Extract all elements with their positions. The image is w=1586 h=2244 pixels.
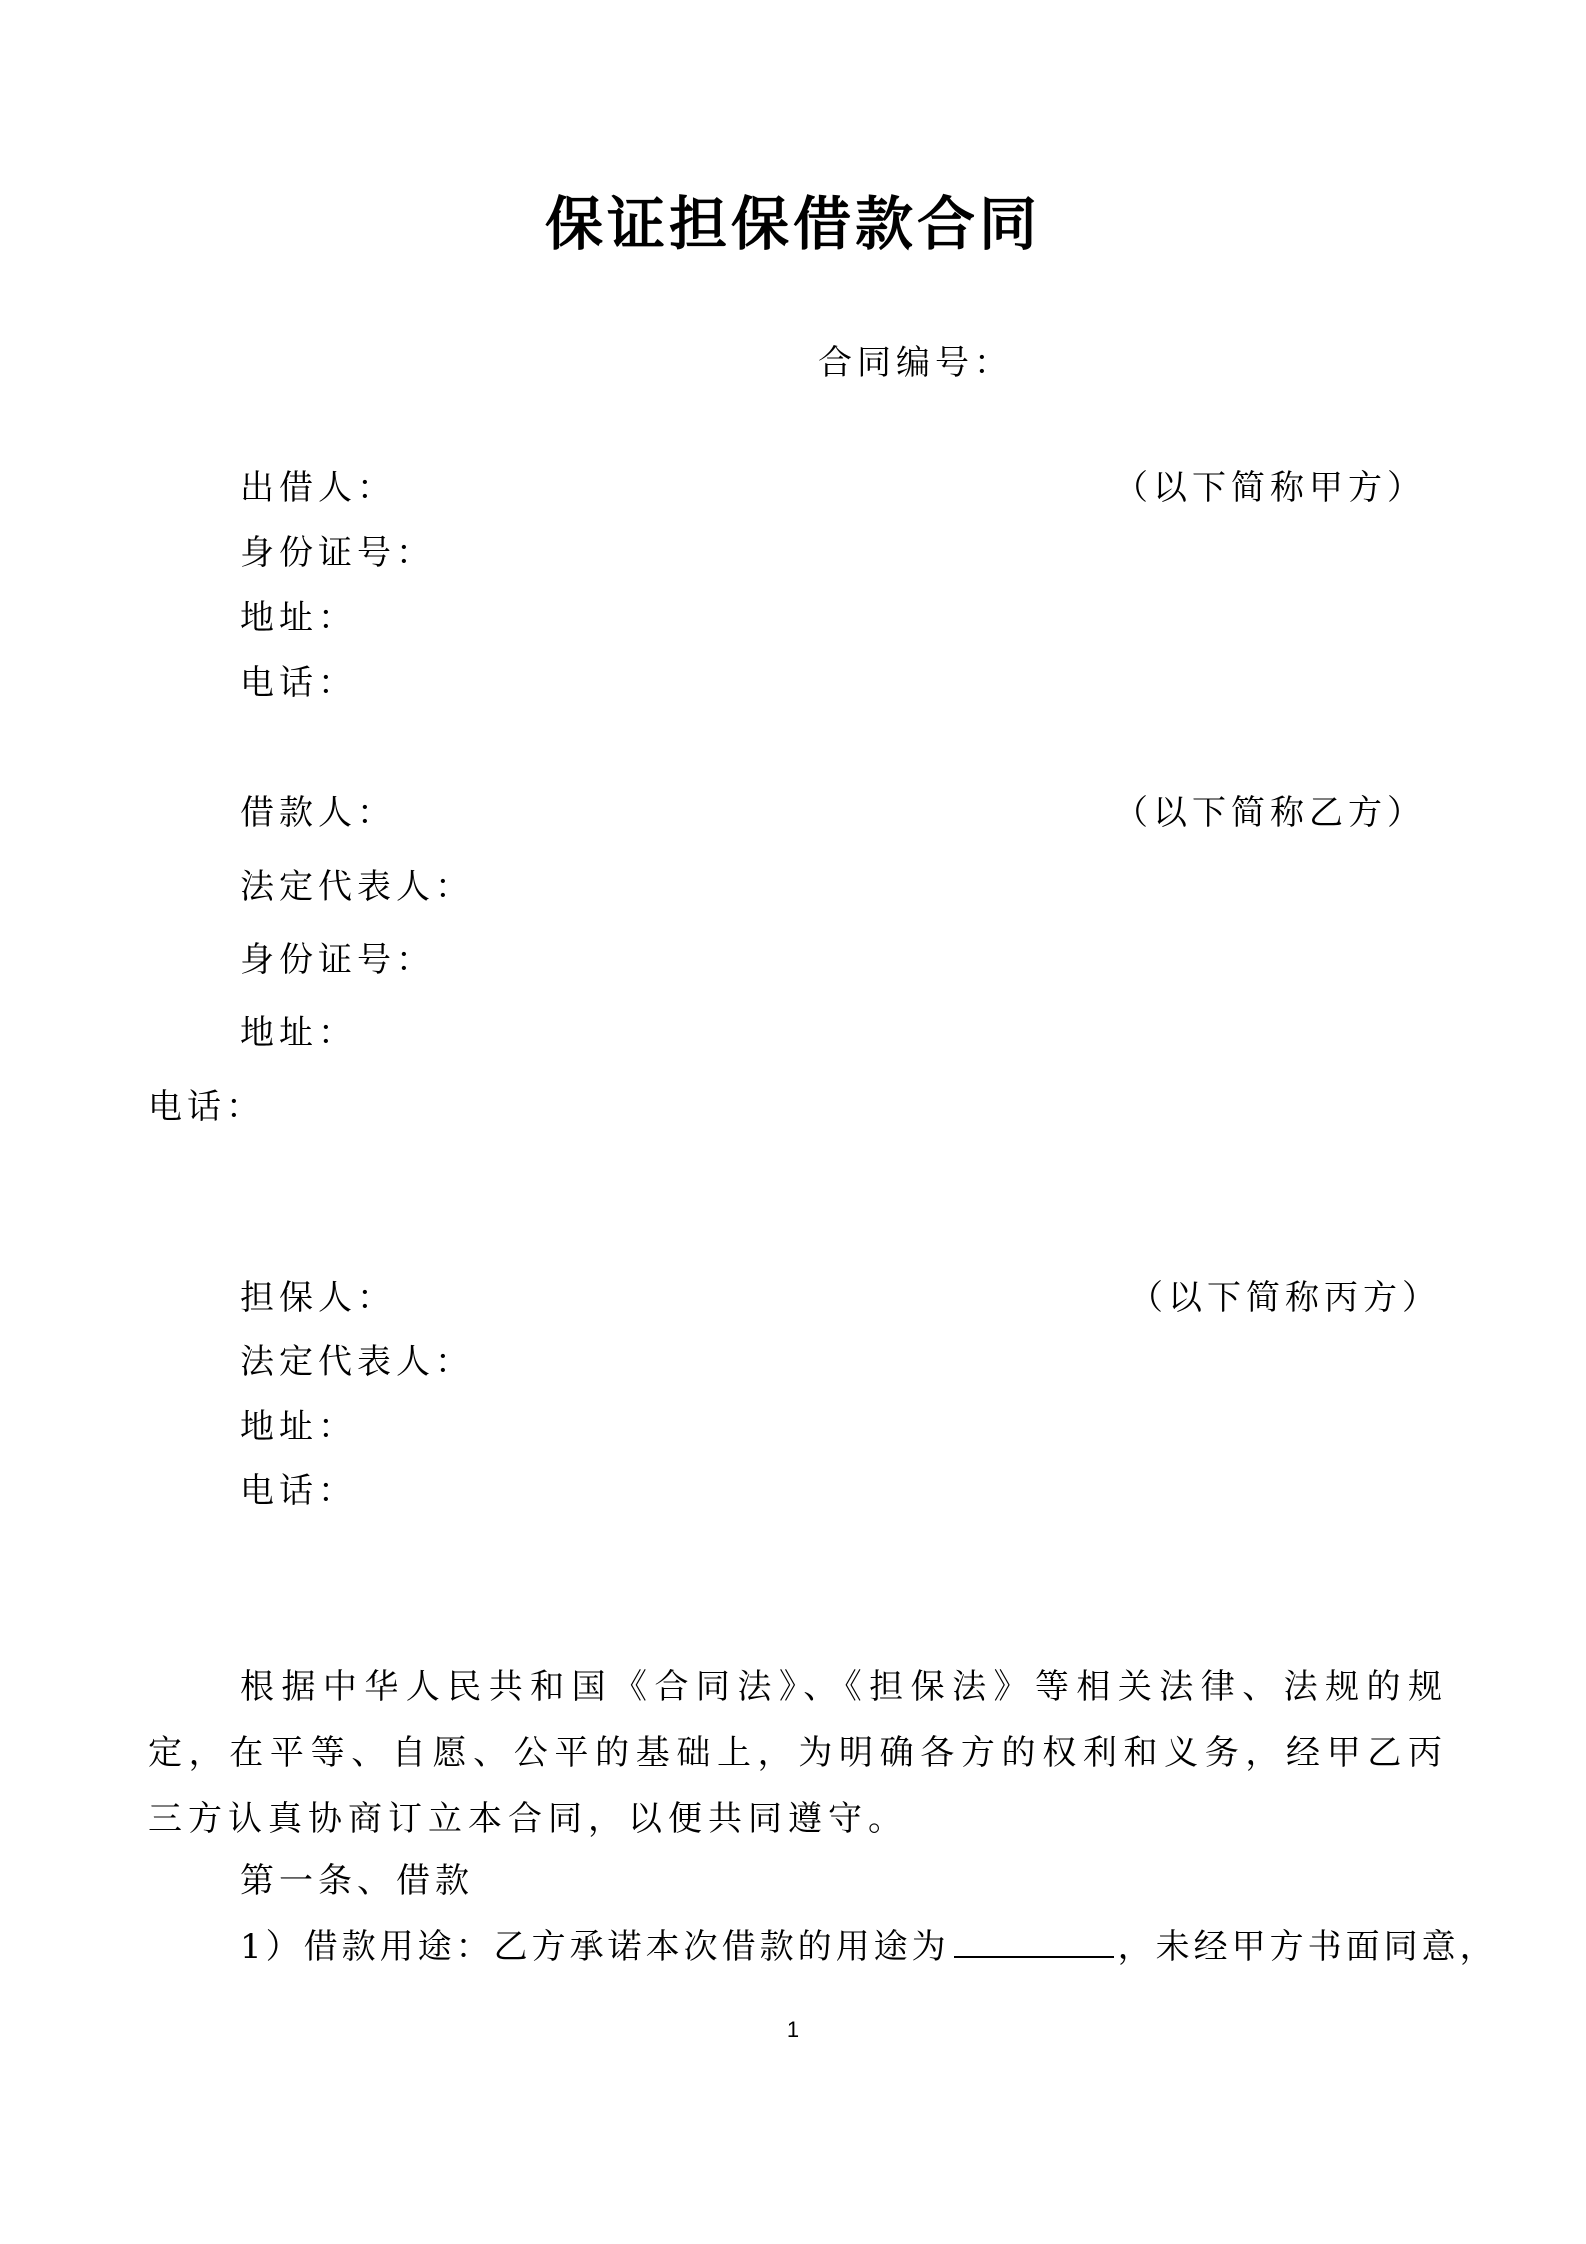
lender-alias: （以下简称甲方）	[1114, 468, 1426, 508]
clause-1-1-prefix: 1）借款用途：乙方承诺本次借款的用途为	[240, 1927, 950, 1967]
purpose-blank-line	[954, 1922, 1114, 1958]
lender-phone-label: 电话：	[240, 663, 357, 703]
document-title: 保证担保借款合同	[544, 190, 1041, 258]
lender-address-label: 地址：	[240, 598, 357, 638]
borrower-alias: （以下简称乙方）	[1114, 793, 1426, 833]
preamble-paragraph: 根据中华人民共和国《合同法》、《担保法》等相关法律、法规的规定，在平等、自愿、公平的基础上，为明确各方的权利和义务，经甲乙丙三方认真协商订立本合同，以便共同遵守。	[148, 1667, 1448, 1839]
borrower-legal-rep-label: 法定代表人：	[240, 867, 474, 907]
guarantor-address-label: 地址：	[240, 1407, 357, 1447]
lender-name-label: 出借人：	[240, 468, 396, 508]
clause-1-1	[240, 1922, 1498, 1972]
page-number: 1	[786, 2017, 800, 2042]
borrower-name-label: 借款人：	[240, 793, 396, 833]
guarantor-phone-label: 电话：	[240, 1471, 357, 1511]
article-1-heading: 第一条、借款	[240, 1861, 474, 1901]
guarantor-name-label: 担保人：	[240, 1278, 396, 1318]
guarantor-alias: （以下简称丙方）	[1129, 1278, 1441, 1318]
lender-id-label: 身份证号：	[240, 533, 435, 573]
guarantor-legal-rep-label: 法定代表人：	[240, 1342, 474, 1382]
borrower-id-label: 身份证号：	[240, 940, 435, 980]
borrower-address-label: 地址：	[240, 1013, 357, 1053]
contract-number-label: 合同编号：	[818, 343, 1013, 383]
borrower-phone-label: 电话：	[148, 1087, 265, 1127]
clause-1-1-suffix: ，未经甲方书面同意，	[1117, 1927, 1498, 1967]
